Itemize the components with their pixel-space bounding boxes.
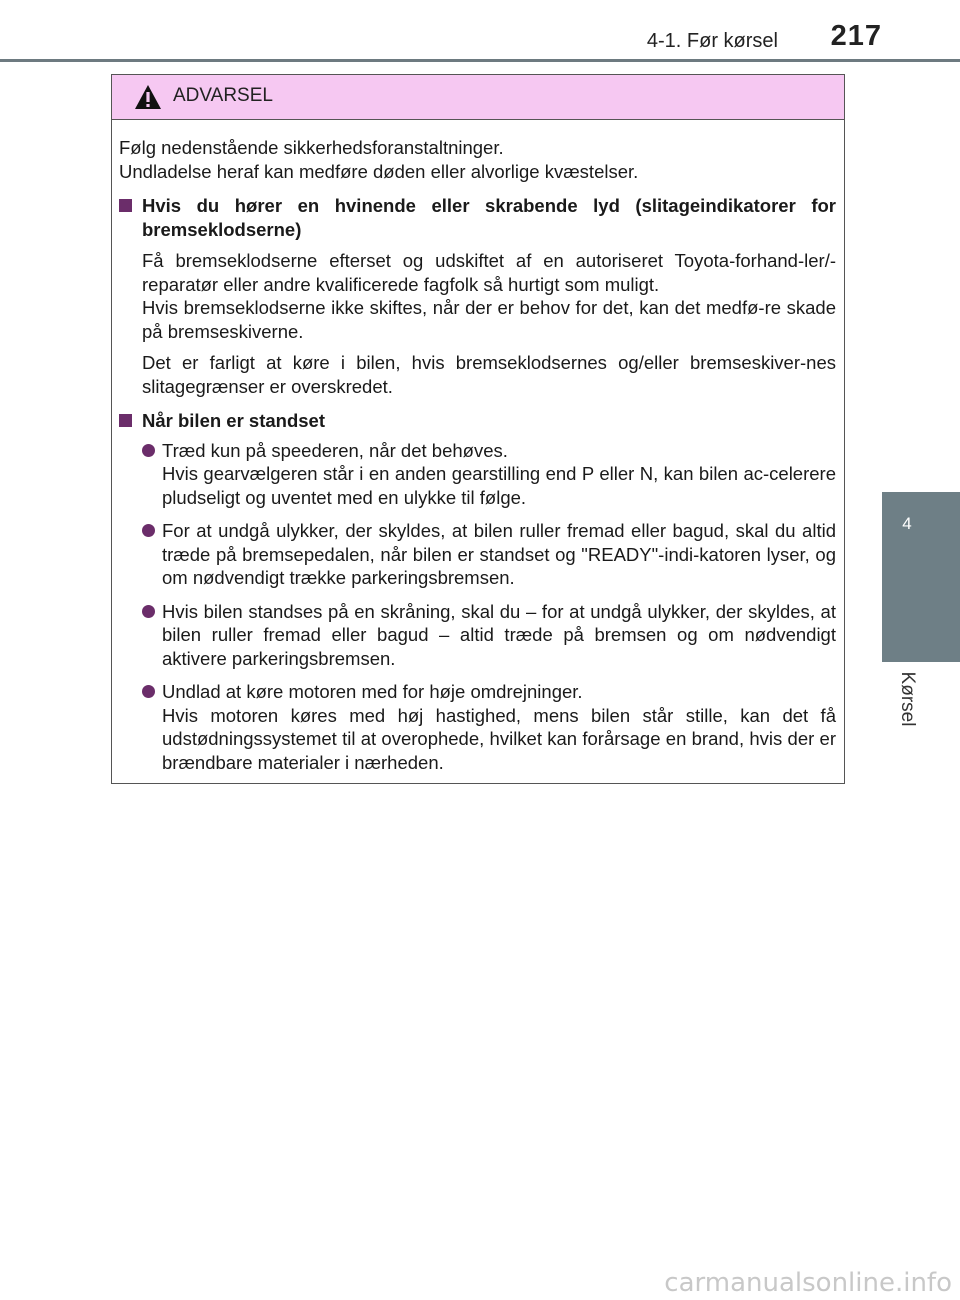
paragraph <box>142 249 836 343</box>
section-brake-pads <box>119 194 836 398</box>
list-item <box>142 680 836 774</box>
list-item-line: For at undgå ulykker, der skyldes, at bilen ruller fremad eller bagud, skal du altid træde på bremsepedalen, når bilen er standset og "READY"-indi-katoren lyser, og om nødvendigt trække parkeringsbremsen. <box>162 520 836 588</box>
round-bullet-icon <box>142 444 155 457</box>
warning-intro <box>119 136 836 183</box>
paragraph-line: Få bremseklodserne efterset og udskiftet af en autoriseret Toyota-forhand-ler/-reparatør eller andre kvalificerede fagfolk så hurtigt som muligt. <box>142 250 836 295</box>
list-item-line: Træd kun på speederen, når det behøves. <box>162 439 508 461</box>
chapter-label-container <box>882 668 932 788</box>
page-number: 217 <box>830 20 882 52</box>
warning-title: ADVARSEL <box>173 85 273 106</box>
section-title: Hvis du hører en hvinende eller skrabende lyd (slitageindikatorer for bremseklodserne) <box>142 195 836 240</box>
warning-header <box>112 75 844 120</box>
list-item-line: Hvis gearvælgeren står i en anden gearstilling end P eller N, kan bilen ac-celerere pludseligt og uventet med en ulykke til følge. <box>162 463 836 508</box>
paragraph-line: Det er farligt at køre i bilen, hvis bremseklodsernes og/eller bremseskiver-nes slitagegrænser er overskredet. <box>142 352 836 397</box>
section-title: Når bilen er standset <box>142 410 326 431</box>
square-bullet-icon <box>119 414 132 427</box>
warning-body <box>112 120 844 774</box>
page-header <box>0 0 960 64</box>
list-item-line: Hvis bilen standses på en skråning, skal du – for at undgå ulykker, der skyldes, at bilen ruller fremad eller bagud – altid træde på bremsen og om nødvendigt aktivere parkeringsbremsen. <box>162 600 836 669</box>
section-car-stopped <box>119 409 836 774</box>
section-title: 4-1. Før kørsel <box>646 30 778 52</box>
square-bullet-icon <box>119 199 132 212</box>
round-bullet-icon <box>142 605 155 618</box>
round-bullet-icon <box>142 524 155 537</box>
header-rule <box>0 59 960 62</box>
paragraph-line: Hvis bremseklodserne ikke skiftes, når der er behov for det, kan det medfø-re skade på bremseskiverne. <box>142 297 836 342</box>
watermark: carmanualsonline.info <box>664 1268 952 1298</box>
round-bullet-icon <box>142 685 155 698</box>
list-item-line: Hvis motoren køres med høj hastighed, mens bilen står stille, kan det få udstødningssystemet til at overophede, hvilket kan forårsage en brand, hvis der er brændbare materialer i nærheden. <box>162 704 836 773</box>
list-item <box>142 439 836 510</box>
bullet-list <box>142 439 836 775</box>
chapter-number: 4 <box>902 514 912 533</box>
intro-line: Undladelse heraf kan medføre døden eller alvorlige kvæstelser. <box>119 160 639 182</box>
list-item <box>142 600 836 671</box>
intro-line: Følg nedenstående sikkerhedsforanstaltninger. <box>119 137 504 158</box>
paragraph <box>142 351 836 398</box>
list-item <box>142 519 836 590</box>
chapter-tab <box>882 492 960 662</box>
chapter-label: Kørsel <box>897 671 918 727</box>
list-item-line: Undlad at køre motoren med for høje omdrejninger. <box>162 681 583 702</box>
warning-triangle-icon <box>134 84 162 110</box>
warning-box <box>111 74 845 784</box>
